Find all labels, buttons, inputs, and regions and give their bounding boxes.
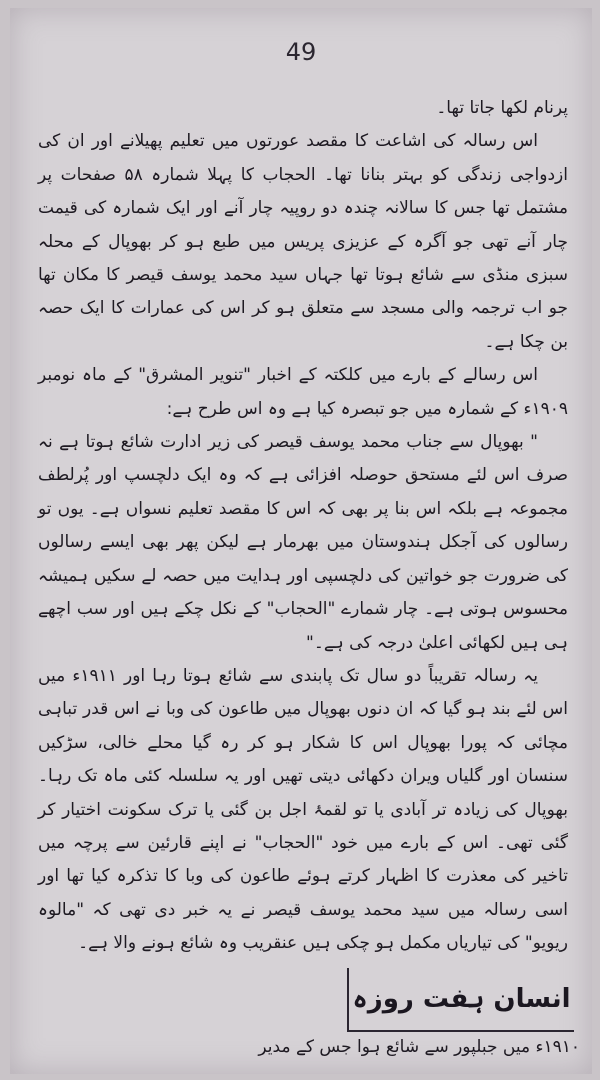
body-text xyxy=(38,92,568,961)
page-number: 49 xyxy=(285,38,317,66)
paragraph-2: اس رسالہ کی اشاعت کا مقصد عورتوں میں تعلیم پھیلانے اور ان کی ازدواجی زندگی کو بہتر بنانا تھا۔ الحجاب کا پہلا شمارہ ۵۸ صفحات پر مشتمل تھا جس کا سالانہ چندہ دو روپیہ چار آنے اور ایک شمارہ کی قیمت چار آنے تھی جو آگرہ کے عزیزی پریس میں طبع ہو کر بھوپال کے محلہ سبزی منڈی سے شائع ہوتا تھا جہاں سید محمد یوسف قیصر کا مکان تھا جو اب ترجمہ والی مسجد سے متعلق ہو کر اس کی عمارات کا ایک حصہ بن چکا ہے۔ xyxy=(38,131,568,352)
paragraph-5: یہ رسالہ تقریباً دو سال تک پابندی سے شائع ہوتا رہا اور ۱۹۱۱ء میں اس لئے بند ہو گیا کہ ان دنوں بھوپال میں طاعون کی وبا نے اس قدر تباہی مچائی کہ پورا بھوپال اس کا شکار ہو کر رہ گیا محلے خالی، سڑکیں سنسان اور گلیاں ویران دکھائی دیتی تھیں اور یہ سلسلہ کئی ماہ تک رہا۔ بھوپال کی زیادہ تر آبادی یا تو لقمۂ اجل بن گئی یا ترک سکونت اختیار کر گئی تھی۔ اس کے بارے میں خود "الحجاب" نے اپنے قارئین سے پرچہ میں تاخیر کی معذرت کا اظہار کرتے ہوئے طاعون کی وبا کا تذکرہ کیا تھا اور اسی رسالہ میں سید محمد یوسف قیصر نے یہ خبر دی تھی کہ "مالوہ ریویو" کی تیاریاں مکمل ہو چکی ہیں عنقریب وہ شائع ہونے والا ہے۔ xyxy=(38,665,568,954)
section-heading: انسان ہفت روزہ xyxy=(347,968,574,1032)
quoted-review: " بھوپال سے جناب محمد یوسف قیصر کی زیر ادارت شائع ہوتا ہے نہ صرف اس لئے مستحق حوصلہ افزائی ہے کہ وہ ایک دلچسپ اور پُرلطف مجموعہ ہے بلکہ اس بنا پر بھی کہ اس کا مقصد تعلیم نسواں ہے۔ یوں تو رسالوں کی آجکل ہندوستان میں بھرمار ہے لیکن پھر بھی ایسے رسالوں کی ضرورت جو خواتین کی دلچسپی اور ہدایت میں حصہ لے سکیں ہمیشہ محسوس ہوتی ہے۔ چار شمارے "الحجاب" کے نکل چکے ہیں اور سب اچھے ہی ہیں لکھائی اعلیٰ درجہ کی ہے۔" xyxy=(38,432,568,653)
paragraph-3: اس رسالے کے بارے میں کلکتہ کے اخبار "تنویر المشرق" کے ماہ نومبر ۱۹۰۹ء کے شمارہ میں جو تبصرہ کیا ہے وہ اس طرح ہے: xyxy=(38,365,568,419)
paragraph-1: پرنام لکھا جاتا تھا۔ xyxy=(436,98,568,118)
document-page xyxy=(10,8,592,1074)
section-first-line: ۱۹۱۰ء میں جبلپور سے شائع ہوا جس کے مدیر xyxy=(258,1037,580,1057)
